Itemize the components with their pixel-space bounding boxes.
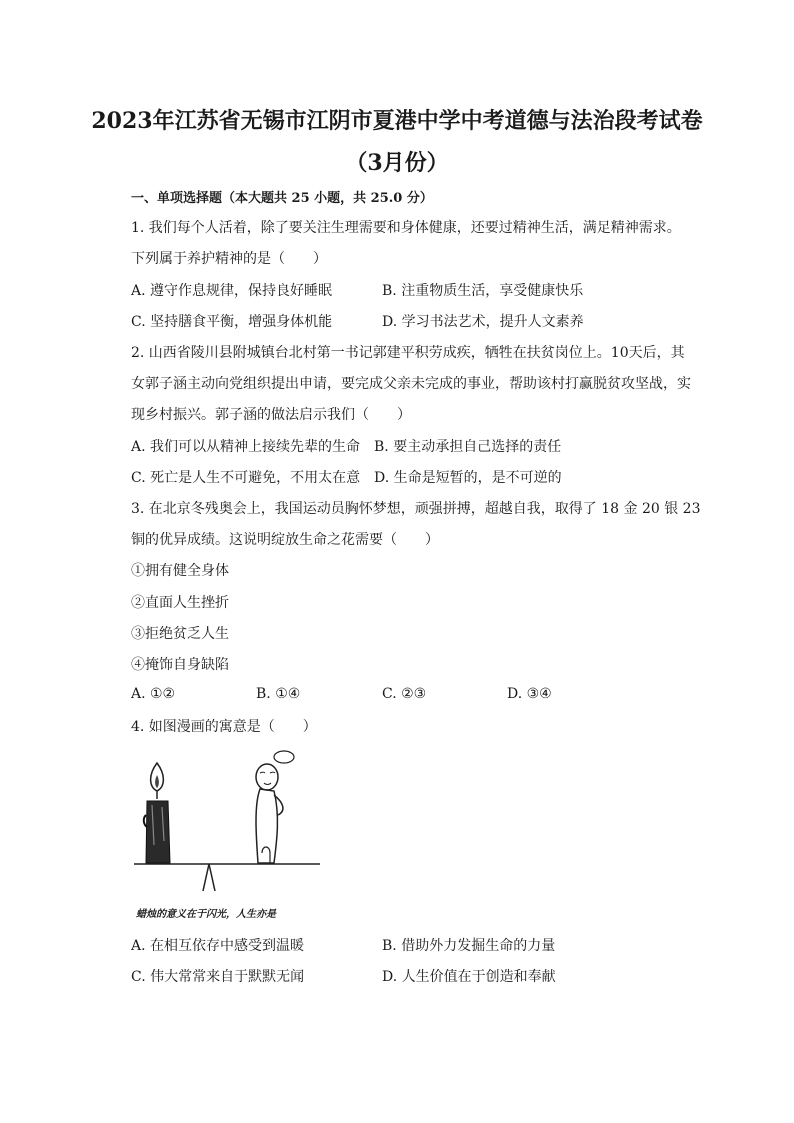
- q1-option-a: A. 遵守作息规律，保持良好睡眠: [131, 283, 333, 299]
- cartoon-caption: 蜡烛的意义在于闪光，人生亦是: [136, 909, 276, 920]
- flame-core: [155, 775, 159, 788]
- q4-option-d: D. 人生价值在于创造和奉献: [382, 969, 556, 985]
- q1-option-d: D. 学习书法艺术，提升人文素养: [382, 314, 584, 330]
- q4-option-b: B. 借助外力发掘生命的力量: [382, 938, 556, 954]
- q1-stem-line2: 下列属于养护精神的是（ ）: [131, 251, 327, 267]
- q3-item-4: ④掩饰自身缺陷: [131, 657, 229, 673]
- q2-option-c: C. 死亡是人生不可避免，不用太在意: [131, 470, 361, 486]
- q4-stem: 4. 如图漫画的寓意是（ ）: [131, 719, 317, 735]
- q2-stem-line3: 现乡村振兴。郭子涵的做法启示我们（ ）: [131, 407, 411, 423]
- q3-option-b: B. ①④: [256, 686, 301, 702]
- cartoon-illustration: [124, 745, 332, 923]
- q1-option-c: C. 坚持膳食平衡，增强身体机能: [131, 314, 333, 330]
- q2-stem-line1: 2. 山西省陵川县附城镇台北村第一书记郭建平积劳成疾，牺牲在扶贫岗位上。10天后，其: [131, 345, 685, 361]
- q2-option-a: A. 我们可以从精神上接续先辈的生命: [131, 439, 361, 455]
- exam-subtitle: （3月份）: [345, 150, 449, 176]
- q4-option-c: C. 伟大常常来自于默默无闻: [131, 969, 305, 985]
- q3-item-1: ①拥有健全身体: [131, 563, 229, 579]
- fulcrum: [203, 864, 215, 891]
- q3-item-2: ②直面人生挫折: [131, 595, 229, 611]
- halo-icon: [274, 751, 294, 763]
- q4-option-a: A. 在相互依存中感受到温暖: [131, 938, 305, 954]
- cartoon-figure: [124, 745, 332, 923]
- q3-stem-line2: 铜的优异成绩。这说明绽放生命之花需要（ ）: [131, 532, 439, 548]
- q3-option-c: C. ②③: [382, 686, 427, 702]
- person-body: [256, 789, 277, 863]
- q3-option-d: D. ③④: [507, 686, 552, 702]
- q2-option-b: B. 要主动承担自己选择的责任: [374, 439, 562, 455]
- q3-item-3: ③拒绝贫乏人生: [131, 626, 229, 642]
- q2-option-d: D. 生命是短暂的，是不可逆的: [374, 470, 562, 486]
- candle-body: [146, 801, 170, 863]
- q1-option-b: B. 注重物质生活，享受健康快乐: [382, 283, 584, 299]
- q3-option-a: A. ①②: [131, 686, 176, 702]
- person-head: [256, 764, 278, 790]
- section-heading: 一、单项选择题（本大题共 25 小题，共 25.0 分）: [131, 191, 433, 206]
- exam-title: 2023年江苏省无锡市江阴市夏港中学中考道德与法治段考试卷: [91, 108, 703, 134]
- q1-stem-line1: 1. 我们每个人活着，除了要关注生理需要和身体健康，还要过精神生活，满足精神需求。: [131, 220, 681, 236]
- q3-stem-line1: 3. 在北京冬残奥会上，我国运动员胸怀梦想，顽强拼搏，超越自我，取得了 18 金 20 银 23: [131, 501, 701, 517]
- q2-stem-line2: 女郭子涵主动向党组织提出申请，要完成父亲未完成的事业，帮助该村打赢脱贫攻坚战，实: [131, 376, 691, 392]
